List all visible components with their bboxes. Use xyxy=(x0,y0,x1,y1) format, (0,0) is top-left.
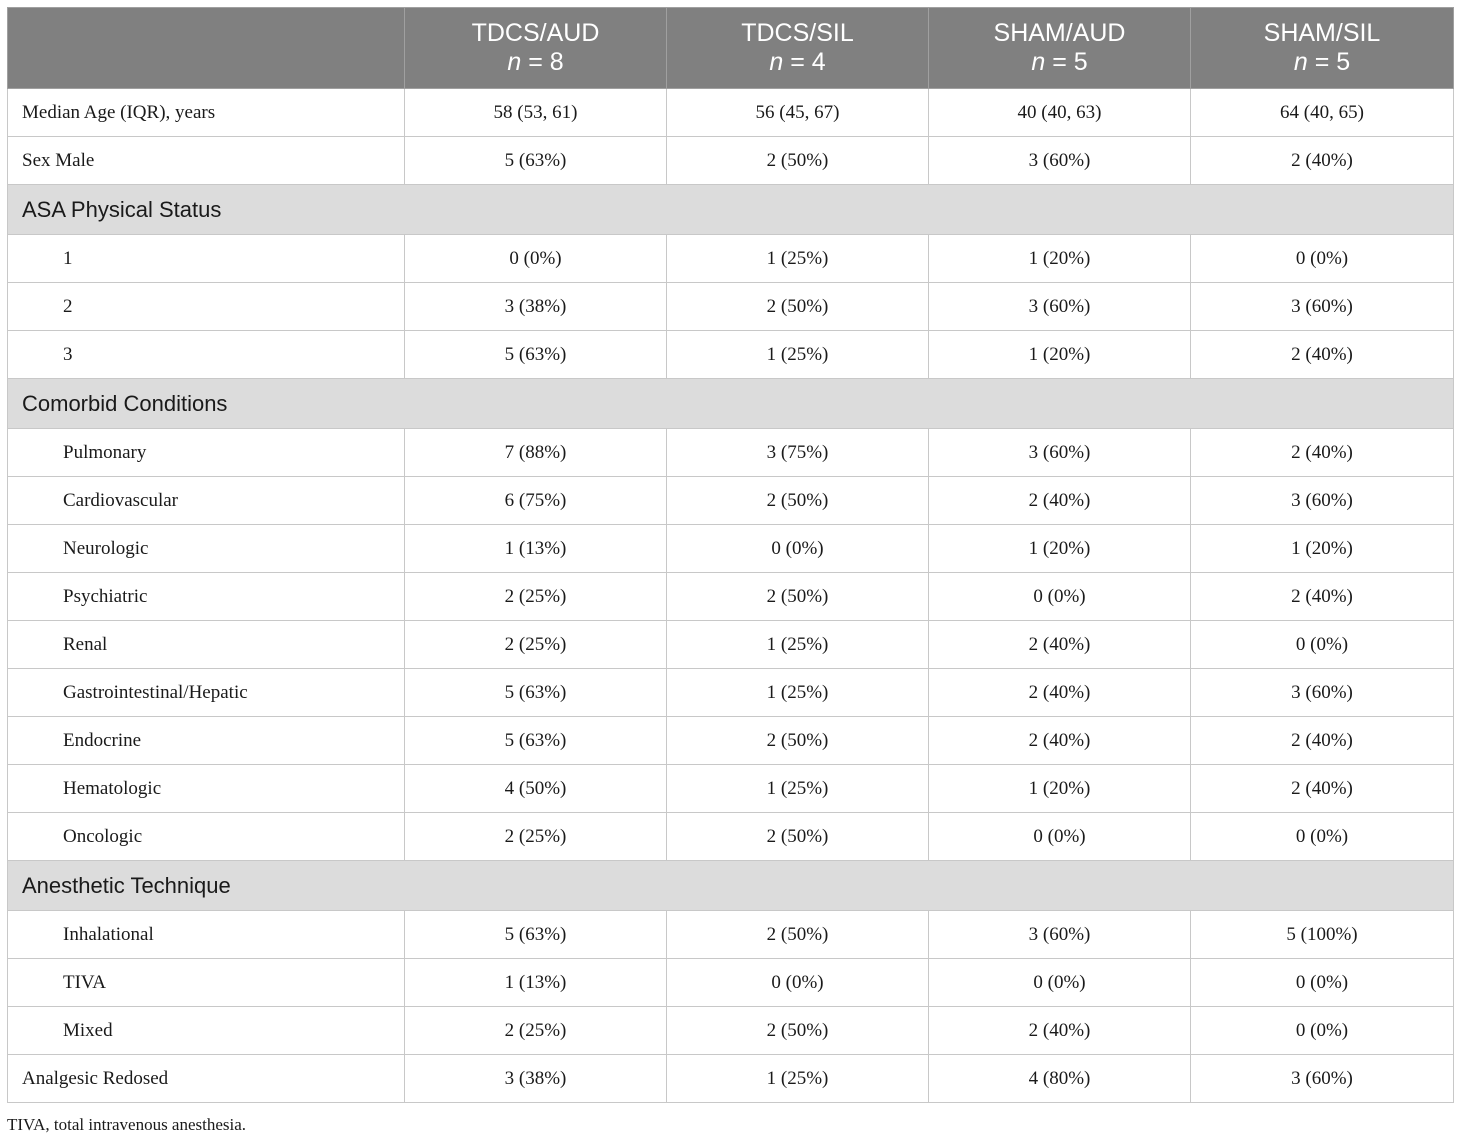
header-cell-sham-sil xyxy=(1191,8,1454,89)
row-value: 2 (40%) xyxy=(929,477,1191,525)
row-value: 0 (0%) xyxy=(1191,813,1454,861)
row-value: 3 (60%) xyxy=(929,137,1191,185)
row-value: 0 (0%) xyxy=(929,573,1191,621)
row-label: Mixed xyxy=(8,1007,405,1055)
row-label: TIVA xyxy=(8,959,405,1007)
row-value: 2 (40%) xyxy=(1191,137,1454,185)
row-value: 5 (63%) xyxy=(405,717,667,765)
row-value: 56 (45, 67) xyxy=(667,89,929,137)
row-value: 2 (40%) xyxy=(929,621,1191,669)
row-value: 5 (100%) xyxy=(1191,911,1454,959)
row-value: 0 (0%) xyxy=(929,959,1191,1007)
row-value: 3 (60%) xyxy=(1191,477,1454,525)
table-row xyxy=(8,573,1454,621)
group-n: n = 8 xyxy=(507,48,564,76)
row-value: 6 (75%) xyxy=(405,477,667,525)
row-value: 0 (0%) xyxy=(1191,1007,1454,1055)
table-row xyxy=(8,959,1454,1007)
row-value: 0 (0%) xyxy=(405,235,667,283)
header-cell-empty xyxy=(8,8,405,89)
row-value: 2 (40%) xyxy=(1191,765,1454,813)
row-value: 1 (25%) xyxy=(667,235,929,283)
row-value: 2 (25%) xyxy=(405,1007,667,1055)
row-label: Hematologic xyxy=(8,765,405,813)
row-value: 0 (0%) xyxy=(667,959,929,1007)
row-value: 2 (25%) xyxy=(405,573,667,621)
row-value: 0 (0%) xyxy=(1191,959,1454,1007)
group-name: SHAM/SIL xyxy=(1263,19,1381,47)
group-name: SHAM/AUD xyxy=(993,19,1126,47)
row-value: 1 (20%) xyxy=(1191,525,1454,573)
table-row xyxy=(8,765,1454,813)
row-value: 0 (0%) xyxy=(1191,621,1454,669)
row-value: 1 (25%) xyxy=(667,331,929,379)
row-value: 5 (63%) xyxy=(405,331,667,379)
section-header-row xyxy=(8,185,1454,235)
row-value: 3 (38%) xyxy=(405,1055,667,1103)
row-value: 3 (60%) xyxy=(1191,669,1454,717)
row-value: 5 (63%) xyxy=(405,137,667,185)
row-value: 2 (40%) xyxy=(1191,331,1454,379)
row-label: Oncologic xyxy=(8,813,405,861)
row-label: 1 xyxy=(8,235,405,283)
row-value: 1 (25%) xyxy=(667,1055,929,1103)
row-value: 2 (40%) xyxy=(1191,429,1454,477)
row-value: 2 (50%) xyxy=(667,283,929,331)
row-value: 2 (40%) xyxy=(1191,573,1454,621)
header-cell-sham-aud xyxy=(929,8,1191,89)
row-value: 1 (20%) xyxy=(929,235,1191,283)
row-value: 3 (60%) xyxy=(929,911,1191,959)
row-value: 3 (60%) xyxy=(929,429,1191,477)
table-header-row xyxy=(8,8,1454,89)
table-row xyxy=(8,669,1454,717)
section-title: Anesthetic Technique xyxy=(8,861,1454,911)
demographics-table xyxy=(7,7,1454,1103)
group-name: TDCS/SIL xyxy=(741,19,854,47)
row-value: 0 (0%) xyxy=(929,813,1191,861)
table-footnote: TIVA, total intravenous anesthesia. xyxy=(7,1115,247,1134)
row-value: 1 (25%) xyxy=(667,765,929,813)
row-value: 2 (50%) xyxy=(667,717,929,765)
row-value: 1 (20%) xyxy=(929,765,1191,813)
row-value: 0 (0%) xyxy=(1191,235,1454,283)
row-value: 1 (13%) xyxy=(405,959,667,1007)
table-body xyxy=(8,89,1454,1103)
row-label: Psychiatric xyxy=(8,573,405,621)
row-value: 2 (50%) xyxy=(667,137,929,185)
table-row xyxy=(8,137,1454,185)
section-title: Comorbid Conditions xyxy=(8,379,1454,429)
table-row xyxy=(8,1007,1454,1055)
row-value: 5 (63%) xyxy=(405,911,667,959)
row-label: Inhalational xyxy=(8,911,405,959)
row-value: 3 (60%) xyxy=(1191,1055,1454,1103)
row-value: 2 (25%) xyxy=(405,621,667,669)
table-row xyxy=(8,331,1454,379)
row-value: 3 (60%) xyxy=(929,283,1191,331)
row-value: 4 (80%) xyxy=(929,1055,1191,1103)
header-cell-tdcs-sil xyxy=(667,8,929,89)
group-n: n = 5 xyxy=(1293,48,1351,76)
table-row xyxy=(8,477,1454,525)
section-header-row xyxy=(8,379,1454,429)
row-label: 3 xyxy=(8,331,405,379)
table-row xyxy=(8,429,1454,477)
row-label: Endocrine xyxy=(8,717,405,765)
row-value: 64 (40, 65) xyxy=(1191,89,1454,137)
table-row xyxy=(8,1055,1454,1103)
table-row xyxy=(8,89,1454,137)
table-row xyxy=(8,235,1454,283)
row-label: Neurologic xyxy=(8,525,405,573)
row-value: 2 (25%) xyxy=(405,813,667,861)
row-label: Median Age (IQR), years xyxy=(8,89,405,137)
table-row xyxy=(8,621,1454,669)
group-name: TDCS/AUD xyxy=(471,19,600,47)
row-value: 2 (40%) xyxy=(929,1007,1191,1055)
row-value: 2 (50%) xyxy=(667,573,929,621)
row-label: Sex Male xyxy=(8,137,405,185)
table-row xyxy=(8,911,1454,959)
row-label: Pulmonary xyxy=(8,429,405,477)
group-n: n = 4 xyxy=(769,48,826,76)
group-n: n = 5 xyxy=(1031,48,1088,76)
demographics-table-container xyxy=(7,7,1453,1103)
row-label: Gastrointestinal/Hepatic xyxy=(8,669,405,717)
row-value: 1 (13%) xyxy=(405,525,667,573)
table-row xyxy=(8,525,1454,573)
header-cell-tdcs-aud xyxy=(405,8,667,89)
row-value: 2 (50%) xyxy=(667,813,929,861)
row-value: 2 (50%) xyxy=(667,911,929,959)
row-label: Analgesic Redosed xyxy=(8,1055,405,1103)
row-value: 7 (88%) xyxy=(405,429,667,477)
row-value: 0 (0%) xyxy=(667,525,929,573)
row-value: 40 (40, 63) xyxy=(929,89,1191,137)
row-value: 3 (60%) xyxy=(1191,283,1454,331)
row-value: 5 (63%) xyxy=(405,669,667,717)
row-value: 1 (20%) xyxy=(929,331,1191,379)
row-value: 58 (53, 61) xyxy=(405,89,667,137)
row-value: 1 (25%) xyxy=(667,621,929,669)
table-row xyxy=(8,813,1454,861)
row-value: 2 (40%) xyxy=(929,669,1191,717)
section-title: ASA Physical Status xyxy=(8,185,1454,235)
table-row xyxy=(8,283,1454,331)
row-value: 2 (40%) xyxy=(1191,717,1454,765)
row-value: 2 (40%) xyxy=(929,717,1191,765)
row-label: 2 xyxy=(8,283,405,331)
row-label: Renal xyxy=(8,621,405,669)
table-row xyxy=(8,717,1454,765)
section-header-row xyxy=(8,861,1454,911)
row-value: 1 (25%) xyxy=(667,669,929,717)
row-value: 4 (50%) xyxy=(405,765,667,813)
row-value: 3 (75%) xyxy=(667,429,929,477)
row-value: 1 (20%) xyxy=(929,525,1191,573)
row-label: Cardiovascular xyxy=(8,477,405,525)
row-value: 2 (50%) xyxy=(667,1007,929,1055)
row-value: 3 (38%) xyxy=(405,283,667,331)
row-value: 2 (50%) xyxy=(667,477,929,525)
